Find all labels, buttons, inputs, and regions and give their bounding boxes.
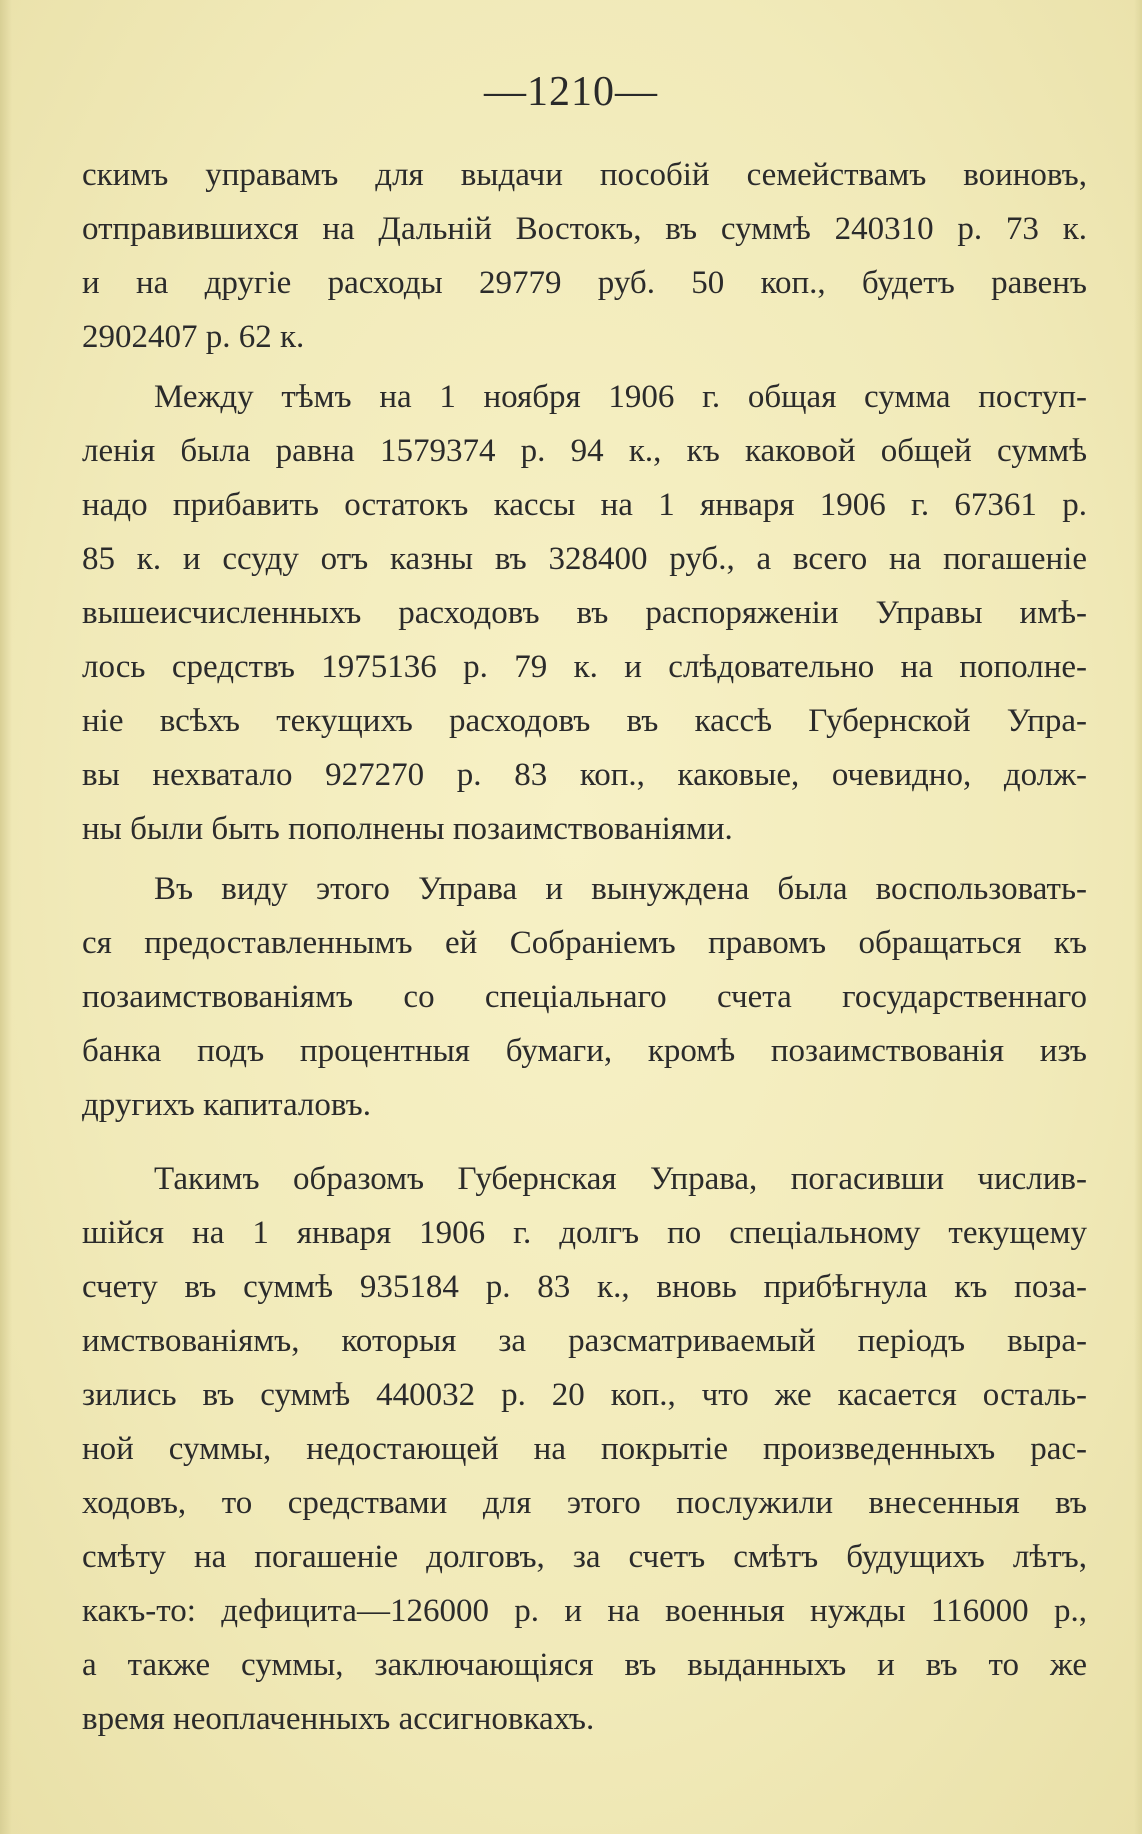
text-line: какъ-то: дефицита—126000 р. и на военныя нужды 116000 р., <box>82 1593 1087 1629</box>
text-line: ся предоставленнымъ ей Собраніемъ правомъ обращаться къ <box>82 925 1087 961</box>
text-line: отправившихся на Дальній Востокъ, въ суммѣ 240310 р. 73 к. <box>82 211 1087 247</box>
paragraph-2 <box>82 370 1087 856</box>
text-line: счету въ суммѣ 935184 р. 83 к., вновь прибѣгнула къ поза- <box>82 1269 1087 1305</box>
paragraph-3 <box>82 862 1087 1132</box>
page-edge-right <box>1134 0 1142 1834</box>
text-line: Такимъ образомъ Губернская Управа, погасивши числив- <box>154 1161 1087 1197</box>
text-line: время неоплаченныхъ ассигновкахъ. <box>82 1701 595 1737</box>
text-line: вышеисчисленныхъ расходовъ въ распоряженіи Управы имѣ- <box>82 595 1087 631</box>
page-number: —1210— <box>484 69 658 115</box>
text-line: ны были быть пополнены позаимствованіями. <box>82 811 733 847</box>
text-line: смѣту на погашеніе долговъ, за счетъ смѣтъ будущихъ лѣтъ, <box>82 1539 1087 1575</box>
text-line: ходовъ, то средствами для этого послужили внесенныя въ <box>82 1485 1087 1521</box>
text-line: вы нехватало 927270 р. 83 коп., каковые, очевидно, долж- <box>82 757 1087 793</box>
text-line: а также суммы, заключающіяся въ выданныхъ и въ то же <box>82 1647 1087 1683</box>
text-line: зились въ суммѣ 440032 р. 20 коп., что же касается осталь- <box>82 1377 1087 1413</box>
text-line: лось средствъ 1975136 р. 79 к. и слѣдовательно на пополне- <box>82 649 1087 685</box>
text-line: 85 к. и ссуду отъ казны въ 328400 руб., а всего на погашеніе <box>82 541 1087 577</box>
text-line: ной суммы, недостающей на покрытіе произведенныхъ рас- <box>82 1431 1087 1467</box>
paragraph-4 <box>82 1152 1087 1746</box>
text-line: ленія была равна 1579374 р. 94 к., къ каковой общей суммѣ <box>82 433 1087 469</box>
text-line: имствованіямъ, которыя за разсматриваемый періодъ выра- <box>82 1323 1087 1359</box>
text-line: банка подъ процентныя бумаги, кромѣ позаимствованія изъ <box>82 1033 1087 1069</box>
text-line: шійся на 1 января 1906 г. долгъ по спеціальному текущему <box>82 1215 1087 1251</box>
text-line: 2902407 р. 62 к. <box>82 319 305 355</box>
text-line: ніе всѣхъ текущихъ расходовъ въ кассѣ Губернской Упра- <box>82 703 1087 739</box>
text-line: Въ виду этого Управа и вынуждена была воспользовать- <box>154 871 1087 907</box>
paragraph-1 <box>82 148 1087 364</box>
text-line: скимъ управамъ для выдачи пособій семействамъ воиновъ, <box>82 157 1087 193</box>
text-line: позаимствованіямъ со спеціальнаго счета государственнаго <box>82 979 1087 1015</box>
text-line: Между тѣмъ на 1 ноября 1906 г. общая сумма поступ- <box>154 379 1087 415</box>
text-line: надо прибавить остатокъ кассы на 1 января 1906 г. 67361 р. <box>82 487 1087 523</box>
text-line: другихъ капиталовъ. <box>82 1087 371 1123</box>
page-edge-left <box>0 0 12 1834</box>
text-line: и на другіе расходы 29779 руб. 50 коп., будетъ равенъ <box>82 265 1087 301</box>
body-text <box>82 148 1087 1746</box>
